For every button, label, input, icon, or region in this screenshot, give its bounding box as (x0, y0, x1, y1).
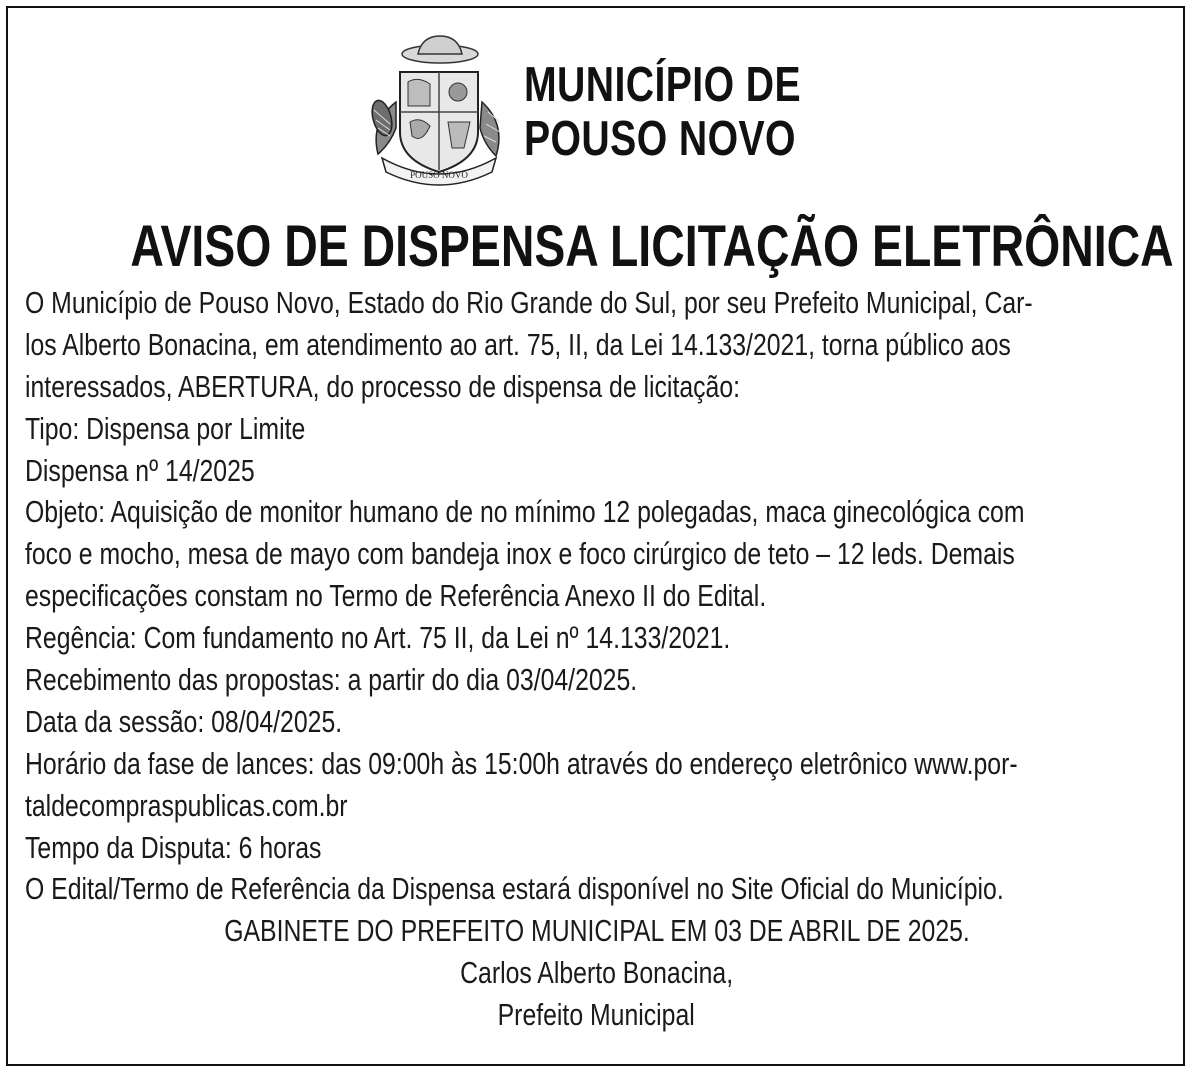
body-line-text: Regência: Com fundamento no Art. 75 II, da Lei nº 14.133/2021. (25, 620, 731, 656)
municipal-seal-icon (360, 32, 510, 187)
body-line-text: foco e mocho, mesa de mayo com bandeja inox e foco cirúrgico de teto – 12 leds. Demais (25, 536, 1015, 572)
notice-title-text: AVISO DE DISPENSA LICITAÇÃO ELETRÔNICA (130, 214, 1174, 279)
seal-ribbon-text: POUSO NOVO (410, 170, 468, 180)
signer-name: Carlos Alberto Bonacina, (460, 955, 733, 991)
body-line-text: Tipo: Dispensa por Limite (25, 410, 306, 446)
body-line (25, 743, 1168, 785)
header (360, 32, 880, 192)
body-line (25, 868, 1168, 910)
body-line-text: Data da sessão: 08/04/2025. (25, 703, 343, 739)
body-line (25, 366, 1168, 408)
body-line-text: especificações constam no Termo de Referência Anexo II do Edital. (25, 578, 767, 614)
body-line-text: Dispensa nº 14/2025 (25, 452, 255, 488)
gabinete-line (25, 910, 1168, 952)
body-line (25, 785, 1168, 827)
body-line-text: O Município de Pouso Novo, Estado do Rio Grande do Sul, por seu Prefeito Municipal, Car- (25, 285, 1033, 320)
body-line-text: los Alberto Bonacina, em atendimento ao art. 75, II, da Lei 14.133/2021, torna público aos (25, 326, 1011, 362)
body-line-text: Objeto: Aquisição de monitor humano de no mínimo 12 polegadas, maca ginecológica com (25, 494, 1025, 530)
gabinete-text: GABINETE DO PREFEITO MUNICIPAL EM 03 DE ABRIL DE 2025. (223, 913, 970, 949)
body-line-text: taldecompraspublicas.com.br (25, 787, 348, 823)
body-line (25, 533, 1168, 575)
body-line-text: Horário da fase de lances: das 09:00h às 15:00h através do endereço eletrônico www.por- (25, 745, 1018, 781)
signer-name-line (25, 952, 1168, 994)
body-line-text: O Edital/Termo de Referência da Dispensa estará disponível no Site Oficial do Município. (25, 871, 1004, 907)
body-line (25, 450, 1168, 492)
body-line (25, 701, 1168, 743)
body-line (25, 324, 1168, 366)
body-line (25, 575, 1168, 617)
body-line (25, 617, 1168, 659)
body-line (25, 408, 1168, 450)
municipality-name (524, 58, 801, 166)
signer-title: Prefeito Municipal (497, 997, 696, 1033)
body-line (25, 282, 1168, 324)
body-line-text: Tempo da Disputa: 6 horas (25, 829, 322, 865)
municipality-line1: MUNICÍPIO DE (524, 58, 802, 112)
body-line-text: Recebimento das propostas: a partir do dia 03/04/2025. (25, 662, 638, 698)
body-line (25, 827, 1168, 869)
signer-title-line (25, 994, 1168, 1036)
notice-title (0, 214, 1193, 280)
notice-body (25, 282, 1168, 1036)
body-line-text: interessados, ABERTURA, do processo de dispensa de licitação: (25, 368, 740, 404)
body-line (25, 659, 1168, 701)
municipality-line2: POUSO NOVO (524, 112, 796, 166)
body-line (25, 491, 1168, 533)
